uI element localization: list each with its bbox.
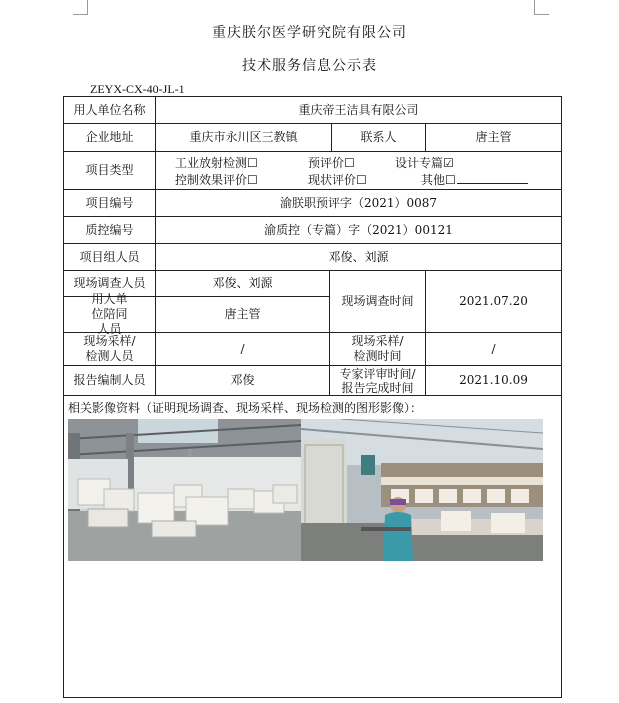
photos-label: 相关影像资料（证明现场调查、现场采样、现场检测的图形影像）： xyxy=(68,401,423,415)
project-no-value: 渝朕职预评字（2021）0087 xyxy=(156,190,561,217)
survey-staff-label: 现场调查人员 xyxy=(64,271,156,297)
sampling-time-label: 现场采样/检测时间 xyxy=(330,333,426,366)
form-title: 技术服务信息公示表 xyxy=(242,58,377,74)
sampling-time-value: / xyxy=(426,333,561,366)
project-no-label: 项目编号 xyxy=(64,190,156,217)
type-option-other: 其他☐ xyxy=(421,173,456,187)
review-time-value: 2021.10.09 xyxy=(426,366,561,396)
doc-number: ZEYX-CX-40-JL-1 xyxy=(90,82,185,96)
type-option-pre-evaluation: 预评价☐ xyxy=(308,156,355,170)
project-type-label: 项目类型 xyxy=(64,152,156,190)
qc-no-value: 渝质控（专篇）字（2021）00121 xyxy=(156,217,561,244)
contact-label: 联系人 xyxy=(332,124,426,152)
page-corner-mark-left xyxy=(73,0,88,15)
type-option-status-evaluation: 现状评价☐ xyxy=(308,173,367,187)
survey-time-label: 现场调查时间 xyxy=(330,271,426,333)
report-staff-label: 报告编制人员 xyxy=(64,366,156,396)
sampling-staff-label: 现场采样/检测人员 xyxy=(64,333,156,366)
type-option-design-special: 设计专篇☑ xyxy=(395,156,454,170)
review-time-label: 专家评审时间/报告完成时间 xyxy=(330,366,426,396)
survey-staff-value: 邓俊、刘源 xyxy=(156,271,330,297)
site-survey-photo-warehouse xyxy=(68,419,301,561)
other-underline xyxy=(457,183,528,184)
type-option-control-effect: 控制效果评价☐ xyxy=(175,173,258,187)
type-option-radiation: 工业放射检测☐ xyxy=(175,156,258,170)
page-corner-mark-right xyxy=(534,0,549,15)
info-table xyxy=(63,96,562,698)
team-value: 邓俊、刘源 xyxy=(156,244,561,271)
site-survey-photo-production-line xyxy=(301,419,543,561)
team-label: 项目组人员 xyxy=(64,244,156,271)
sampling-staff-value: / xyxy=(156,333,330,366)
address-value: 重庆市永川区三教镇 xyxy=(156,124,332,152)
survey-time-value: 2021.07.20 xyxy=(426,271,561,333)
address-label: 企业地址 xyxy=(64,124,156,152)
org-name: 重庆朕尔医学研究院有限公司 xyxy=(212,25,407,41)
accompany-label: 用人单位陪同人员 xyxy=(64,297,156,333)
report-staff-value: 邓俊 xyxy=(156,366,330,396)
qc-no-label: 质控编号 xyxy=(64,217,156,244)
employer-label: 用人单位名称 xyxy=(64,97,156,124)
accompany-value: 唐主管 xyxy=(156,297,330,333)
contact-value: 唐主管 xyxy=(426,124,561,152)
employer-value: 重庆帝王洁具有限公司 xyxy=(156,97,561,124)
